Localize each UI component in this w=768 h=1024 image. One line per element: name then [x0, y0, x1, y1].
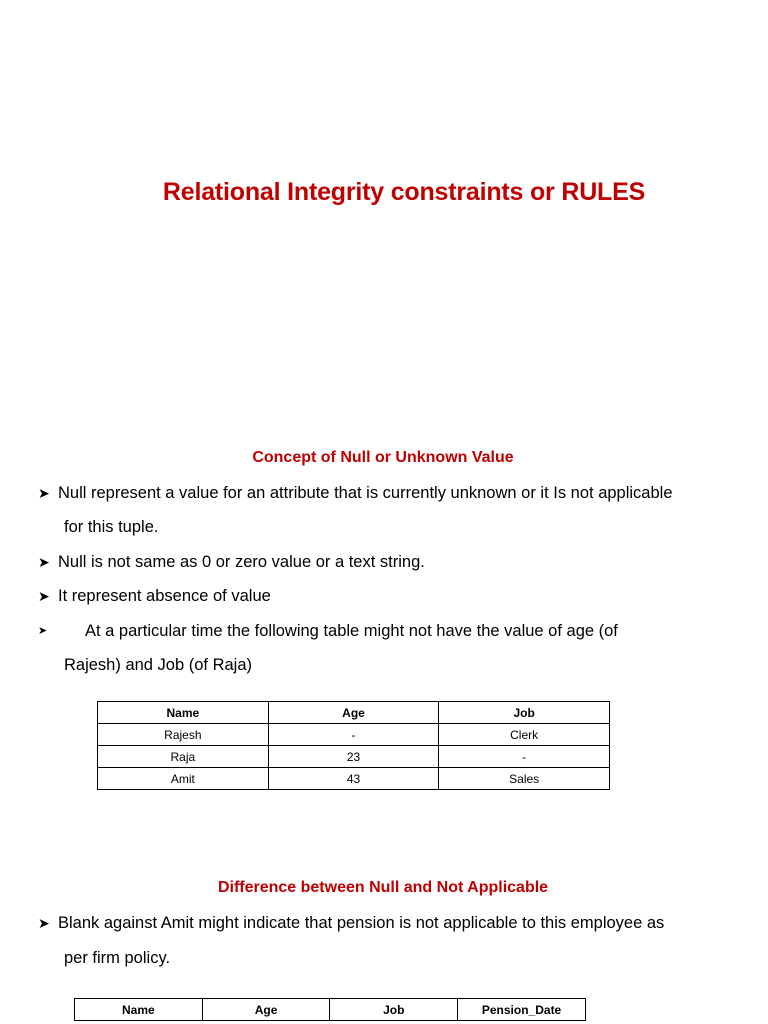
arrow-bullet-icon: ➤: [38, 588, 50, 604]
table-cell: 43: [268, 768, 439, 790]
pension-table: [74, 998, 586, 1021]
bullet-text-wrapper: [58, 614, 738, 649]
arrow-bullet-icon: ➤: [38, 625, 48, 637]
bullet-text: Null represent a value for an attribute that is currently unknown or it Is not applicable: [58, 484, 673, 502]
page-title: Relational Integrity constraints or RULES: [162, 178, 646, 206]
table-header-cell: Job: [439, 702, 610, 724]
table-header-row: [75, 999, 586, 1021]
table-cell: 23: [268, 746, 439, 768]
bullet-continuation: [38, 941, 738, 976]
bullet-item: [38, 579, 738, 614]
bullet-item: [38, 545, 738, 580]
table-header-cell: Age: [202, 999, 330, 1021]
table-cell: Rajesh: [98, 724, 269, 746]
arrow-bullet-icon: ➤: [38, 915, 50, 931]
table-header-cell: Job: [330, 999, 458, 1021]
table-header-row: [98, 702, 610, 724]
table-cell: Raja: [98, 746, 269, 768]
bullet-item: [38, 476, 738, 511]
table-cell: Sales: [439, 768, 610, 790]
arrow-bullet-icon: ➤: [38, 554, 50, 570]
bullet-continuation: [38, 510, 738, 545]
table-cell: -: [268, 724, 439, 746]
table-row: [98, 746, 610, 768]
arrow-bullet-icon: ➤: [38, 485, 50, 501]
bullet-continuation: [38, 648, 738, 683]
table-row: [98, 768, 610, 790]
table-header-cell: Age: [268, 702, 439, 724]
bullet-text: Rajesh) and Job (of Raja): [64, 656, 253, 674]
bullet-text: Blank against Amit might indicate that pension is not applicable to this employee as: [58, 914, 665, 932]
table-header-cell: Name: [98, 702, 269, 724]
table-header-cell: Name: [75, 999, 203, 1021]
bullet-item: [38, 906, 738, 941]
table-header-cell: Pension_Date: [458, 999, 586, 1021]
bullet-item: [38, 614, 738, 649]
section-heading-null-vs-not-applicable: Difference between Null and Not Applicable: [217, 879, 549, 896]
table-cell: Clerk: [439, 724, 610, 746]
bullet-text: per firm policy.: [64, 949, 171, 967]
bullet-text: At a particular time the following table might not have the value of age (of: [85, 622, 618, 640]
null-example-table: [97, 701, 610, 790]
table-cell: Amit: [98, 768, 269, 790]
bullet-text: for this tuple.: [64, 518, 159, 536]
section-heading-null-concept: Concept of Null or Unknown Value: [252, 449, 514, 466]
table-row: [98, 724, 610, 746]
bullet-text: It represent absence of value: [58, 587, 271, 605]
table-cell: -: [439, 746, 610, 768]
bullet-text: Null is not same as 0 or zero value or a text string.: [58, 553, 425, 571]
